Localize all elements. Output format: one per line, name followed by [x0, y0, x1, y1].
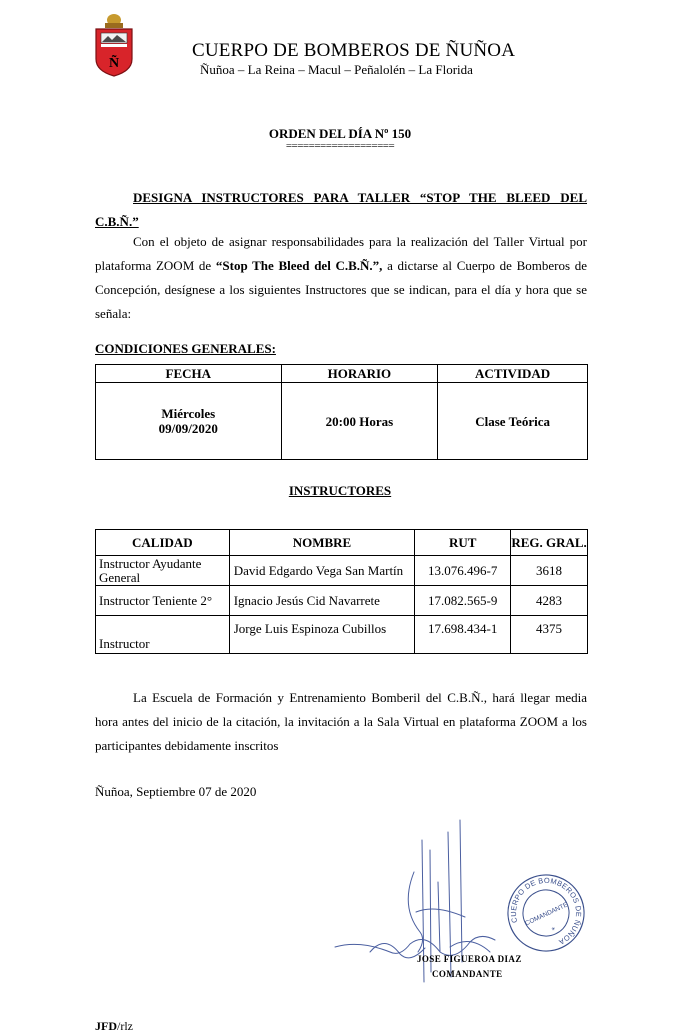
official-stamp-icon: [505, 872, 587, 954]
signer-role: COMANDANTE: [432, 969, 503, 979]
intro-text-before: Con el objeto de asignar responsabilidades para la realización del Taller Virtual por plataforma ZOOM de: [95, 234, 587, 273]
initials-author: JFD: [95, 1019, 117, 1033]
instructors-table: [95, 529, 588, 654]
cell-calidad: Instructor Ayudante General: [96, 556, 230, 586]
svg-text:*: *: [550, 925, 558, 935]
header-reg-gral: REG. GRAL.: [511, 530, 588, 556]
cell-actividad: Clase Teórica: [438, 383, 588, 460]
table-row: [96, 586, 588, 616]
conditions-table: [95, 364, 588, 460]
header-actividad: ACTIVIDAD: [438, 365, 588, 383]
cell-fecha: [96, 383, 282, 460]
header-fecha: FECHA: [96, 365, 282, 383]
cell-reg: 3618: [511, 556, 588, 586]
table-row: [96, 616, 588, 654]
fecha-date: 09/09/2020: [158, 421, 218, 436]
cell-rut: 13.076.496-7: [415, 556, 511, 586]
table-row: [96, 556, 588, 586]
organization-name: CUERPO DE BOMBEROS DE ÑUÑOA: [192, 40, 516, 61]
intro-paragraph: [95, 230, 587, 326]
order-title: ORDEN DEL DÍA Nº 150: [268, 126, 412, 141]
cell-horario: 20:00 Horas: [281, 383, 438, 460]
subject-line: DESIGNA INSTRUCTORES PARA TALLER “STOP THE BLEED DEL C.B.Ñ.”: [95, 190, 587, 229]
intro-text-after: a dictarse al Cuerpo de Bomberos de Concepción, desígnese a los siguientes Instructores que se indican, para el día y hora que se señala:: [95, 258, 587, 321]
conditions-header-row: [96, 365, 588, 383]
header-horario: HORARIO: [281, 365, 438, 383]
cell-calidad: Instructor Teniente 2°: [96, 586, 230, 616]
cell-rut: 17.082.565-9: [415, 586, 511, 616]
fecha-day: Miércoles: [161, 406, 216, 421]
stamp-center-text: COMANDANTE: [524, 901, 570, 928]
cell-calidad: Instructor: [96, 616, 230, 654]
communes-subtitle: Ñuñoa – La Reina – Macul – Peñalolén – La Florida: [200, 62, 473, 77]
instructors-heading: INSTRUCTORES: [288, 483, 392, 498]
cell-rut: 17.698.434-1: [415, 616, 511, 654]
instructors-header-row: [96, 530, 588, 556]
place-and-date: Ñuñoa, Septiembre 07 de 2020: [95, 784, 257, 799]
header-nombre: NOMBRE: [229, 530, 415, 556]
signer-name: JOSE FIGUEROA DIAZ: [417, 954, 522, 964]
cell-nombre: David Edgardo Vega San Martín: [229, 556, 415, 586]
header-rut: RUT: [415, 530, 511, 556]
initials-typist: /rlz: [117, 1019, 133, 1033]
fire-brigade-crest-icon: [93, 11, 135, 77]
cell-nombre: Ignacio Jesús Cid Navarrete: [229, 586, 415, 616]
cell-reg: 4375: [511, 616, 588, 654]
reference-initials: [95, 1019, 133, 1034]
conditions-heading: CONDICIONES GENERALES:: [95, 341, 276, 356]
order-title-rule: ===================: [285, 140, 395, 152]
intro-bold-name: “Stop The Bleed del C.B.Ñ.”,: [215, 258, 383, 273]
cell-reg: 4283: [511, 586, 588, 616]
crest-letter: Ñ: [108, 56, 120, 71]
cell-nombre: Jorge Luis Espinoza Cubillos: [229, 616, 415, 654]
conditions-data-row: [96, 383, 588, 460]
header-calidad: CALIDAD: [96, 530, 230, 556]
stamp-ring-text: CUERPO DE BOMBEROS DE ÑUÑOA: [508, 875, 584, 947]
closing-paragraph: La Escuela de Formación y Entrenamiento Bomberil del C.B.Ñ., hará llegar media hora antes del inicio de la citación, la invitación a la Sala Virtual en plataforma ZOOM a los participantes debidamente inscritos: [95, 690, 587, 753]
